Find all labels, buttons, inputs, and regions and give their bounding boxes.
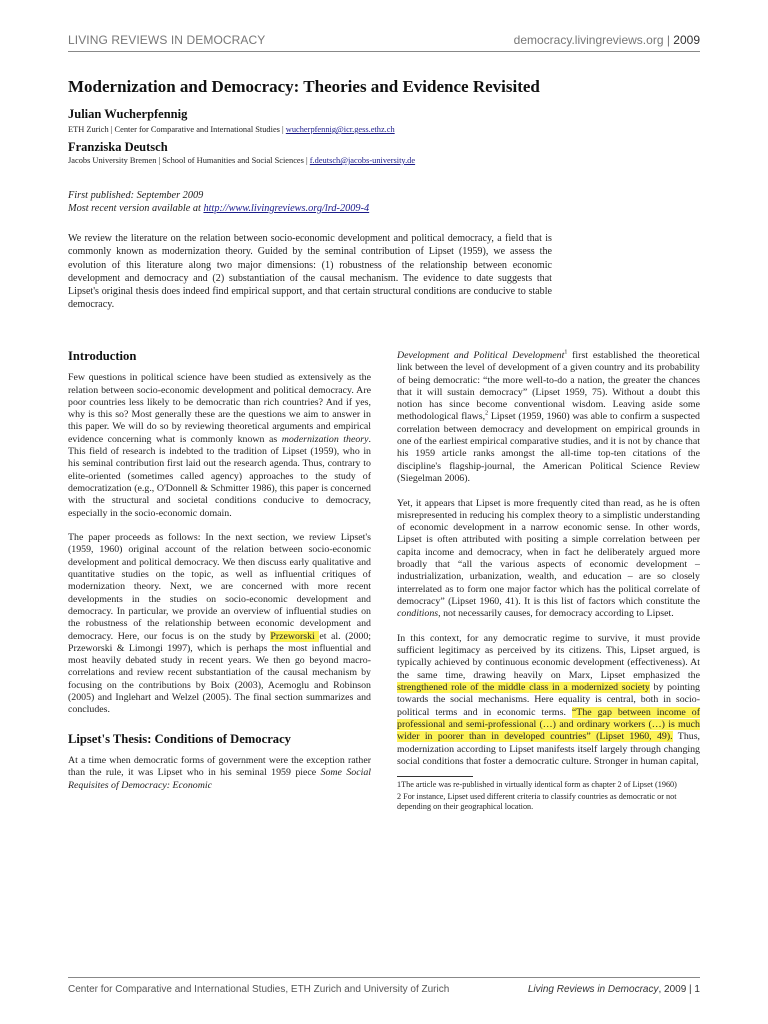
footnote-rule	[397, 776, 473, 777]
author-name-1: Julian Wucherpfennig	[68, 107, 188, 121]
highlight-income-gap-quote: “The gap between income of professional and semi-professional (…) and ordinary workers (…) is much wider in poorer than in developed countries” (Lipset 1960, 49).	[397, 706, 701, 743]
recent-version-link[interactable]: http://www.livingreviews.org/lrd-2009-4	[203, 203, 370, 214]
first-published: First published: September 2009	[68, 190, 204, 201]
affiliation-text-1: ETH Zurich | Center for Comparative and International Studies |	[68, 125, 284, 134]
running-header-journal: LIVING REVIEWS IN DEMOCRACY	[68, 33, 266, 47]
right-column	[397, 350, 700, 814]
footnote-ref-2[interactable]: 2	[485, 411, 489, 418]
lipset-paragraph-1-cont: Development and Political Development$^1$ first established the theoretical link between the level of development of a given country and its probability of being democratic: “the more well-to-do a nation, the greater the chances that it will sustain democracy” (Lipset 1959, 75). Without a doubt this notion has since become conventional wisdom. Leaving aside some methodological flaws,$^2$ Lipset (1959, 1960) was able to confirm a suspected correlation between democracy and development on empirical grounds in one of the earliest empirical comparative studies, and it is not by chance that his 1959 article ranks amongst the all-time top-ten citations of the discipline's flagship-journal, the American Political Science Review (Siegelman 2006).	[397, 349, 700, 484]
author-affiliation-1	[68, 125, 395, 134]
lipset-paragraph-3: In this context, for any democratic regime to survive, it must provide sufficient legitimacy as perceived by its citizens. This, Lipset argued, is typically achieved by continuous economic development (effectiveness). At the same time, drawing heavily on Marx, Lipset emphasized the strengthened role of the middle class in a modernized society by pointing towards the social mechanisms. Here equality is central, both in socio-political terms and in economic terms. “The gap between income of professional and semi-professional (…) and ordinary workers (…) is much wider in poorer than in developed countries” (Lipset 1960, 49). Thus, modernization according to Lipset manifests itself largely through changing social conditions that foster a democratic culture. Stronger in human capital,	[397, 632, 701, 767]
publication-info	[68, 189, 369, 215]
footer-rule	[68, 977, 700, 978]
site-url[interactable]: democracy.livingreviews.org	[513, 33, 664, 47]
paper-title: Modernization and Democracy: Theories and Evidence Revisited	[68, 77, 540, 96]
section-heading-lipset: Lipset's Thesis: Conditions of Democracy	[68, 731, 291, 746]
footnote-ref-1[interactable]: 1	[564, 349, 568, 356]
header-rule	[68, 51, 700, 52]
footnotes	[397, 780, 700, 813]
footer-year-page: , 2009 | 1	[658, 984, 700, 995]
header-year: 2009	[673, 33, 700, 47]
footer-page-info	[528, 984, 700, 995]
intro-paragraph-1: Few questions in political science have been studied as extensively as the relation between socio-economic development and political democracy. Are poor countries less likely to be democratic than rich countries? And if yes, why is this so? Most generally these are the questions we aim to answer in this paper. We will do so by reviewing theoretical arguments and empirical evidence concerning what is commonly known as modernization theory. This field of research is indebted to the tradition of Lipset (1959), who in his seminal contribution first laid out the research agenda. Thus, contrary to elite-oriented (sometimes called agency) approaches to the study of democratization (e.g., O'Donnell & Schmitter 1986), this paper is concerned with the structural and societal conditions conducive to democracy, especially in the socio-economic domain.	[68, 372, 371, 519]
highlight-middle-class: strengthened role of the middle class in a modernized society	[397, 682, 650, 694]
lipset-paragraph-2: Yet, it appears that Lipset is more frequently cited than read, as he is often misrepresented in reducing his complex theory to a simplistic understanding of economic development in a narrow economic sense. In other words, Lipset is often attributed with positing a simple correlation between per capita income and democracy, when in fact he deliberately argued more broadly that “all the various aspects of economic development – industrialization, urbanization, wealth, and education – are so closely interrelated as to form one major factor which has the political correlate of democracy” (Lipset 1960, 41). It is this list of factors which constitute the conditions, not necessarily causes, for democracy according to Lipset.	[397, 497, 700, 620]
highlight-przeworski: Przeworski	[270, 630, 320, 642]
author-name-2: Franziska Deutsch	[68, 140, 168, 154]
lipset-paragraph-1: At a time when democratic forms of government were the exception rather than the rule, it was Lipset who in his seminal 1959 piece Some Social Requisites of Democracy: Economic	[68, 754, 372, 791]
recent-version-label: Most recent version available at	[68, 203, 204, 214]
footnote-2: 2 For instance, Lipset used different criteria to classify countries as democratic or not depending on their geographical location.	[397, 791, 677, 812]
footnote-1: 1The article was re-published in virtually identical form as chapter 2 of Lipset (1960)	[397, 780, 677, 790]
footer-institution: Center for Comparative and International Studies, ETH Zurich and University of Zurich	[68, 984, 450, 995]
author-email-link-1[interactable]: wucherpfennig@icr.gess.ethz.ch	[285, 125, 395, 134]
author-affiliation-2	[68, 156, 415, 165]
section-heading-introduction: Introduction	[68, 349, 137, 363]
left-column	[68, 350, 371, 804]
footer-journal: Living Reviews in Democracy	[527, 984, 659, 995]
running-header-site: democracy.livingreviews.org | 2009	[513, 33, 700, 47]
abstract: We review the literature on the relation between socio-economic development and political democracy, a field that is commonly known as modernization theory. Guided by the seminal contribution of Lipset (1959), we assess the evolution of this literature along two major dimensions: (1) robustness of the relationship between economic development and democracy and (2) substantiation of the causal mechanism. The evidence to date suggests that Lipset's original thesis does indeed find empirical support, and that certain structural conditions are conducive to stable democracy.	[68, 233, 552, 311]
affiliation-text-2: Jacobs University Bremen | School of Humanities and Social Sciences |	[68, 156, 308, 165]
recent-version	[68, 202, 369, 215]
intro-paragraph-2: The paper proceeds as follows: In the next section, we review Lipset's (1959, 1960) original account of the relation between socio-economic development and political democracy. We then discuss early qualitative and quantitative studies on the topic, as well as influential critiques of modernization theory. Next, we are concerned with more recent developments in the studies on socio-economic development and democracy. In particular, we provide an overview of influential studies on the robustness of the relationship between economic development and democracy. Here, our focus is on the study by Przeworski et al. (2000; Przeworski & Limongi 1997), which is perhaps the most influential and most heavily debated study in recent years. We then go beyond macro-correlations and review recent substantiation of the causal mechanism by focusing on the contributions by Boix (2003), Acemoglu and Robinson (2005) and Inglehart and Welzel (2005). The final section summarizes and concludes.	[68, 532, 371, 716]
author-email-link-2[interactable]: f.deutsch@jacobs-university.de	[309, 156, 416, 165]
